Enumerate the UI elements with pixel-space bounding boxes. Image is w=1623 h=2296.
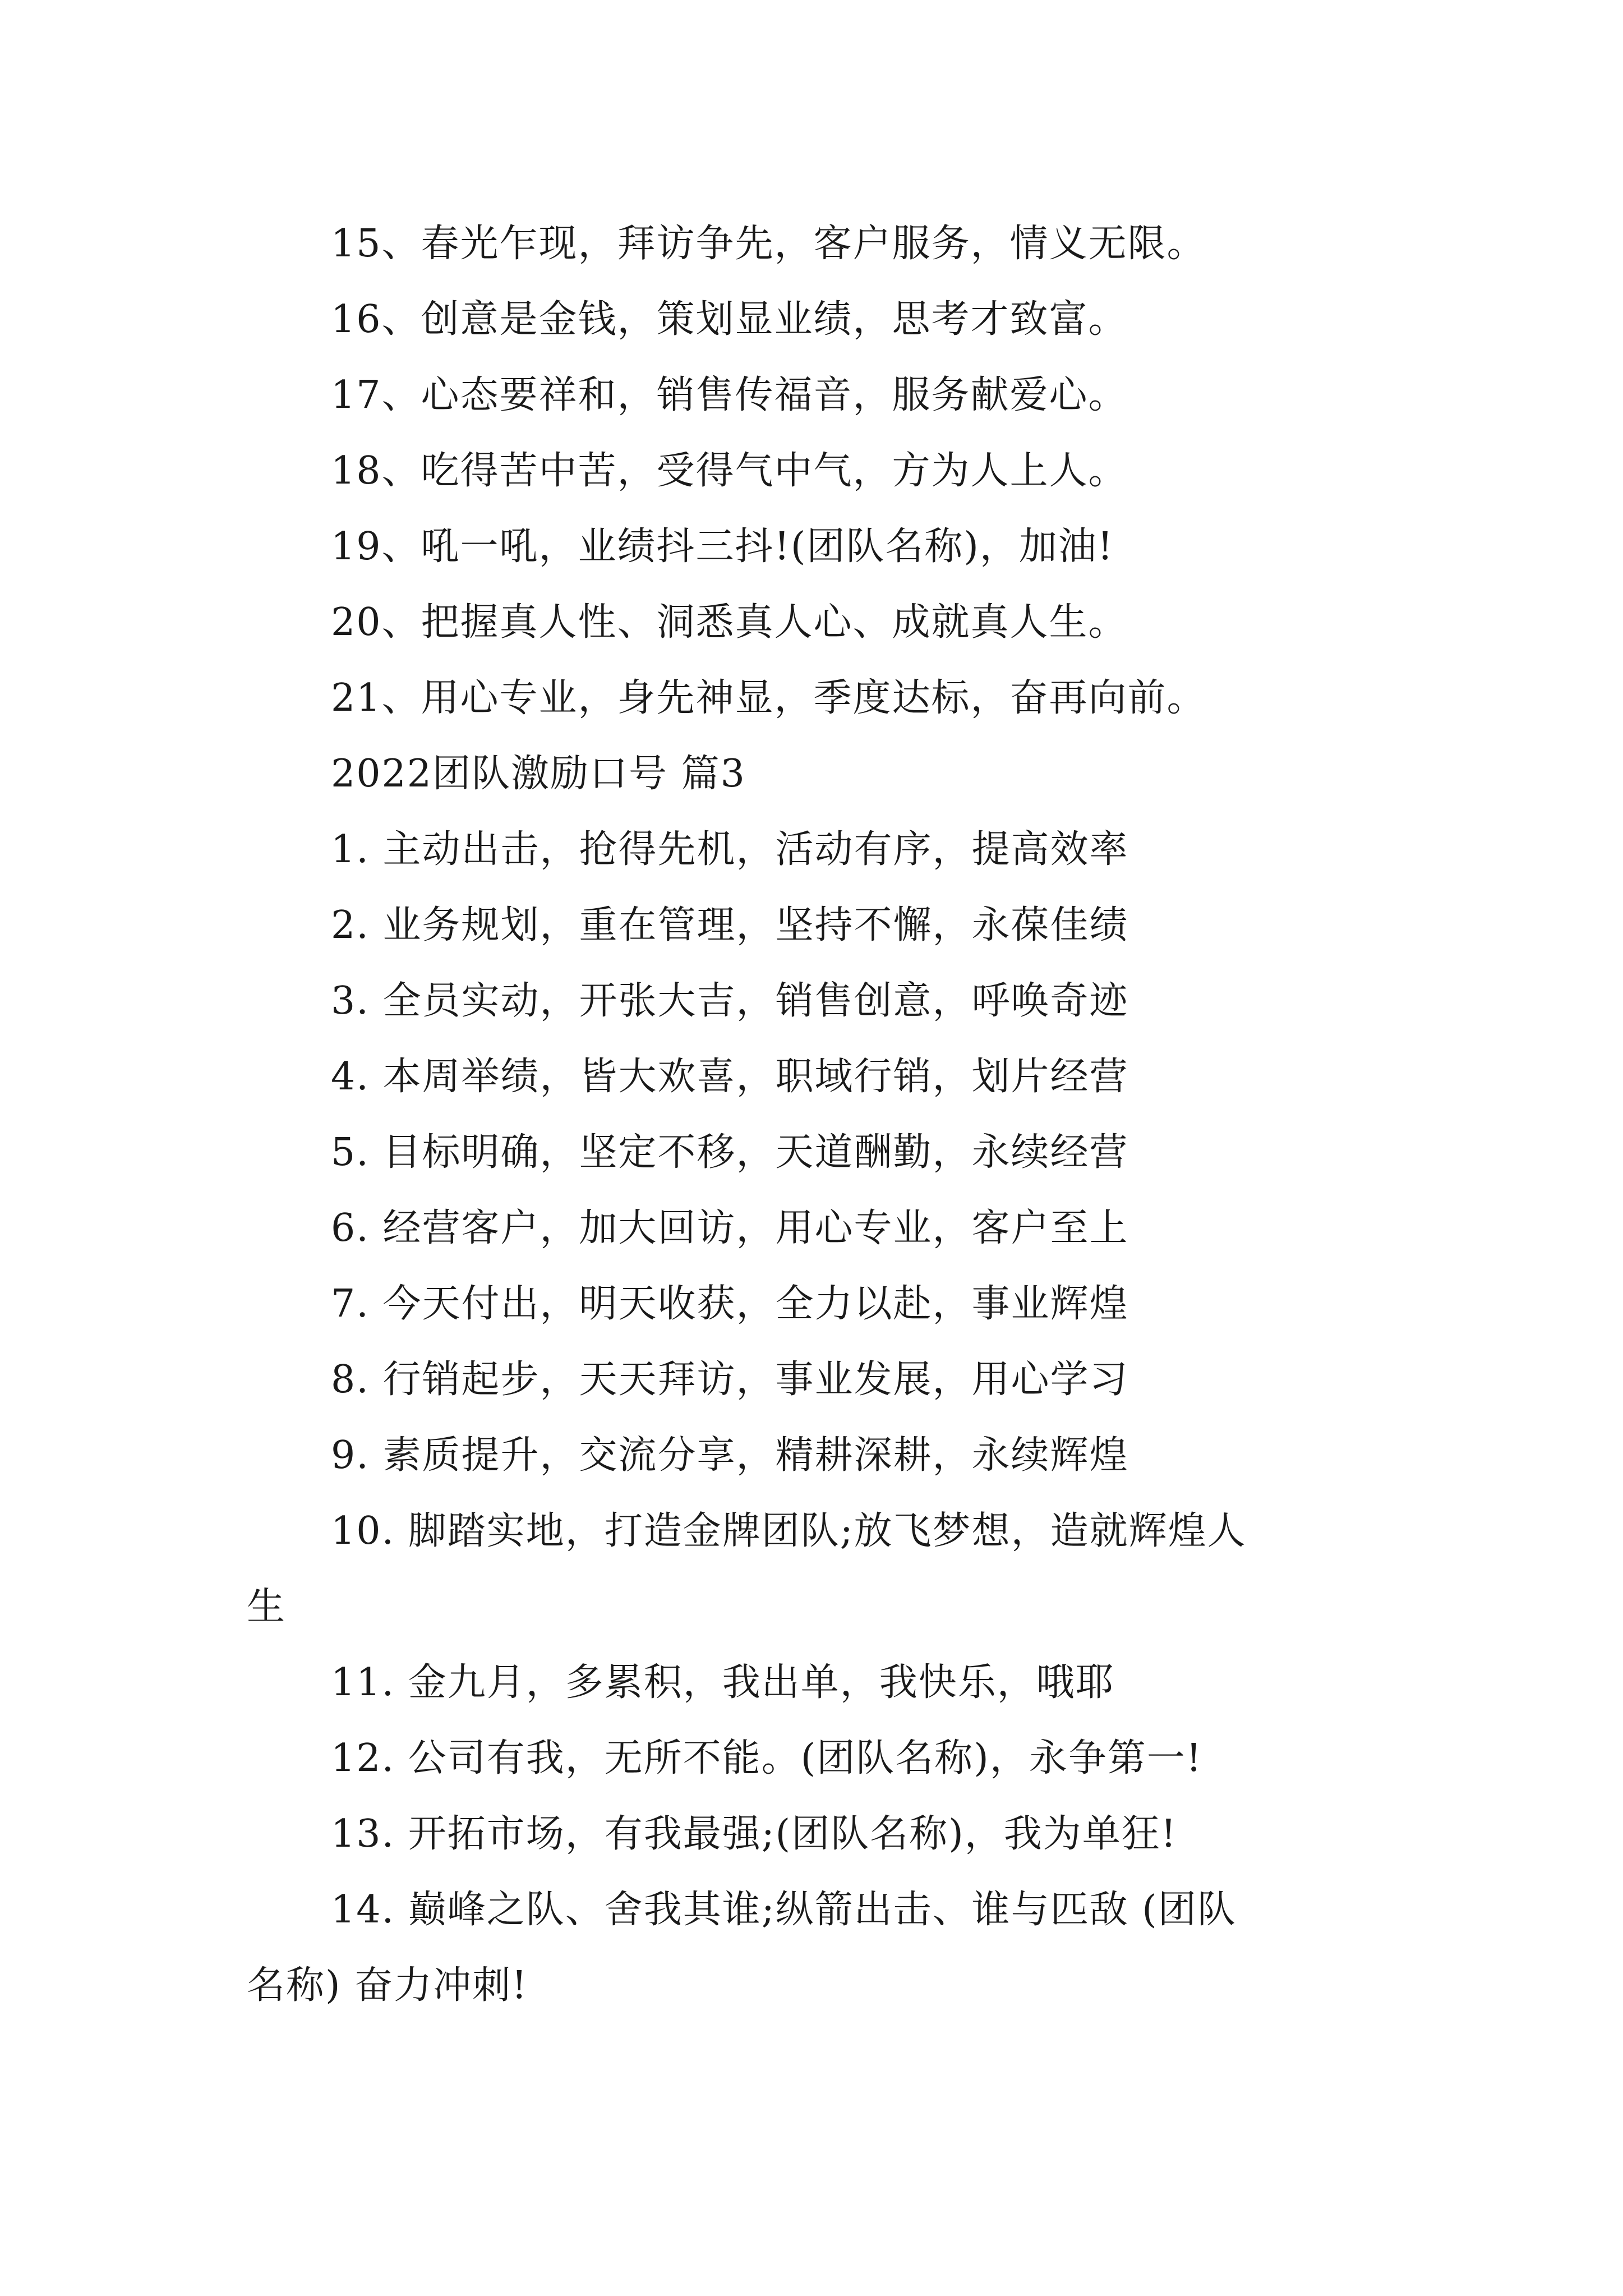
slogan-line-12: 12. 公司有我，无所不能。(团队名称)，永争第一! <box>331 1736 1203 1780</box>
slogan-line-15: 15、春光乍现，拜访争先，客户服务，情义无限。 <box>331 222 1206 266</box>
slogan-line-18: 18、吃得苦中苦，受得气中气，方为人上人。 <box>331 449 1128 493</box>
slogan-line-21: 21、用心专业，身先神显，季度达标，奋再向前。 <box>331 676 1206 720</box>
slogan-line-11: 11. 金九月，多累积，我出单，我快乐，哦耶 <box>331 1660 1115 1705</box>
slogan-line-14-continued: 名称) 奋力冲刺! <box>247 1963 528 2008</box>
slogan-line-1: 1. 主动出击，抢得先机，活动有序，提高效率 <box>331 827 1129 872</box>
slogan-line-13: 13. 开拓市场，有我最强;(团队名称)，我为单狂! <box>331 1812 1178 1856</box>
slogan-line-17: 17、心态要祥和，销售传福音，服务献爱心。 <box>331 373 1128 417</box>
slogan-line-16: 16、创意是金钱，策划显业绩，思考才致富。 <box>331 297 1128 342</box>
slogan-line-19: 19、吼一吼，业绩抖三抖!(团队名称)，加油! <box>331 524 1114 569</box>
slogan-line-9: 9. 素质提升，交流分享，精耕深耕，永续辉煌 <box>331 1433 1129 1478</box>
slogan-line-10-continued: 生 <box>247 1585 287 1629</box>
slogan-line-5: 5. 目标明确，坚定不移，天道酬勤，永续经营 <box>331 1130 1129 1175</box>
slogan-line-4: 4. 本周举绩，皆大欢喜，职域行销，划片经营 <box>331 1055 1129 1099</box>
slogan-line-10: 10. 脚踏实地，打造金牌团队;放飞梦想，造就辉煌人 <box>331 1509 1247 1553</box>
slogan-line-8: 8. 行销起步，天天拜访，事业发展，用心学习 <box>331 1358 1129 1402</box>
slogan-line-14: 14. 巅峰之队、舍我其谁;纵箭出击、谁与匹敌 (团队 <box>331 1888 1237 1932</box>
slogan-line-2: 2. 业务规划，重在管理，坚持不懈，永葆佳绩 <box>331 903 1129 947</box>
slogan-line-6: 6. 经营客户，加大回访，用心专业，客户至上 <box>331 1206 1129 1250</box>
slogan-line-7: 7. 今天付出，明天收获，全力以赴，事业辉煌 <box>331 1282 1129 1326</box>
slogan-line-20: 20、把握真人性、洞悉真人心、成就真人生。 <box>331 600 1128 645</box>
slogan-line-3: 3. 全员实动，开张大吉，销售创意，呼唤奇迹 <box>331 979 1129 1023</box>
section-heading: 2022团队激励口号 篇3 <box>331 752 746 796</box>
